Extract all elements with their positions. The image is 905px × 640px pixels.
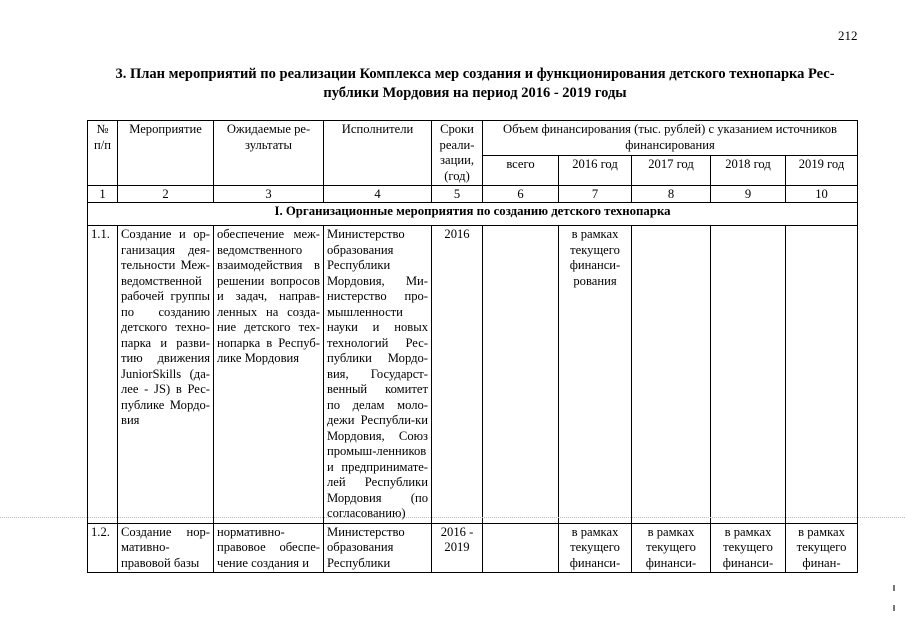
row-term: 2016 - 2019 xyxy=(432,523,483,573)
header-2019: 2019 год xyxy=(786,156,858,186)
column-number: 3 xyxy=(214,186,324,203)
header-terms: Сроки реали-зации, (год) xyxy=(432,121,483,186)
column-number: 4 xyxy=(324,186,432,203)
page-number: 212 xyxy=(838,28,858,43)
row-2018 xyxy=(711,226,786,524)
scan-dotted-line xyxy=(0,517,905,519)
column-number: 1 xyxy=(88,186,118,203)
row-total xyxy=(483,226,559,524)
row-2016: в рамках текущего финанси-рования xyxy=(559,226,632,524)
header-num: № п/п xyxy=(88,121,118,186)
column-number: 10 xyxy=(786,186,858,203)
row-results: нормативно-правовое обеспе-чение создания и xyxy=(214,523,324,573)
header-2017: 2017 год xyxy=(632,156,711,186)
scan-mark xyxy=(893,585,895,591)
title-line-1: 3. План мероприятий по реализации Комплекса мер создания и функционирования детского технопарка Рес- xyxy=(115,66,835,82)
header-row-1 xyxy=(88,121,858,156)
row-executors: Министерство образования Республики xyxy=(324,523,432,573)
header-executors: Исполнители xyxy=(324,121,432,186)
row-num: 1.2. xyxy=(88,523,118,573)
row-2017: в рамках текущего финанси- xyxy=(632,523,711,573)
row-2018: в рамках текущего финанси- xyxy=(711,523,786,573)
column-number: 5 xyxy=(432,186,483,203)
row-2016: в рамках текущего финанси- xyxy=(559,523,632,573)
row-2017 xyxy=(632,226,711,524)
header-event: Мероприятие xyxy=(118,121,214,186)
table-row xyxy=(88,226,858,524)
section-row xyxy=(88,203,858,226)
column-number-row xyxy=(88,186,858,203)
section-title: I. Организационные мероприятия по созданию детского технопарка xyxy=(88,203,858,226)
page-title xyxy=(90,65,860,103)
row-event: Создание и ор-ганизация дея-тельности Меж-ведомственной рабочей группы по созданию детского техно-парка и разви-тию движения JuniorSkills (да-лее - JS) в Рес-публике Мордо-вия xyxy=(118,226,214,524)
row-total xyxy=(483,523,559,573)
scan-mark xyxy=(893,605,895,611)
row-2019 xyxy=(786,226,858,524)
plan-table xyxy=(87,120,858,573)
row-term: 2016 xyxy=(432,226,483,524)
header-2018: 2018 год xyxy=(711,156,786,186)
column-number: 2 xyxy=(118,186,214,203)
column-number: 7 xyxy=(559,186,632,203)
header-results: Ожидаемые ре-зультаты xyxy=(214,121,324,186)
title-line-2: публики Мордовия на период 2016 - 2019 годы xyxy=(323,85,627,101)
header-2016: 2016 год xyxy=(559,156,632,186)
column-number: 8 xyxy=(632,186,711,203)
column-number: 9 xyxy=(711,186,786,203)
row-results: обеспечение меж-ведомственного взаимодействия в решении вопросов и задач, направ-ленных на созда-ние детского тех-нопарка в Респуб-лике Мордовия xyxy=(214,226,324,524)
row-2019: в рамках текущего финан- xyxy=(786,523,858,573)
header-total: всего xyxy=(483,156,559,186)
header-funding: Объем финансирования (тыс. рублей) с указанием источников финансирования xyxy=(483,121,858,156)
table-row xyxy=(88,523,858,573)
column-number: 6 xyxy=(483,186,559,203)
page-bottom-cutoff xyxy=(0,574,905,640)
row-event: Создание нор-мативно-правовой базы xyxy=(118,523,214,573)
row-num: 1.1. xyxy=(88,226,118,524)
row-executors: Министерство образования Республики Мордовия, Ми-нистерство про-мышленности науки и новых технологий Рес-публики Мордо-вия, Государст-венный комитет по делам моло-дежи Республи-ки Мордовия, Союз промыш-ленников и предпринимате-лей Республики Мордовия (по согласованию) xyxy=(324,226,432,524)
